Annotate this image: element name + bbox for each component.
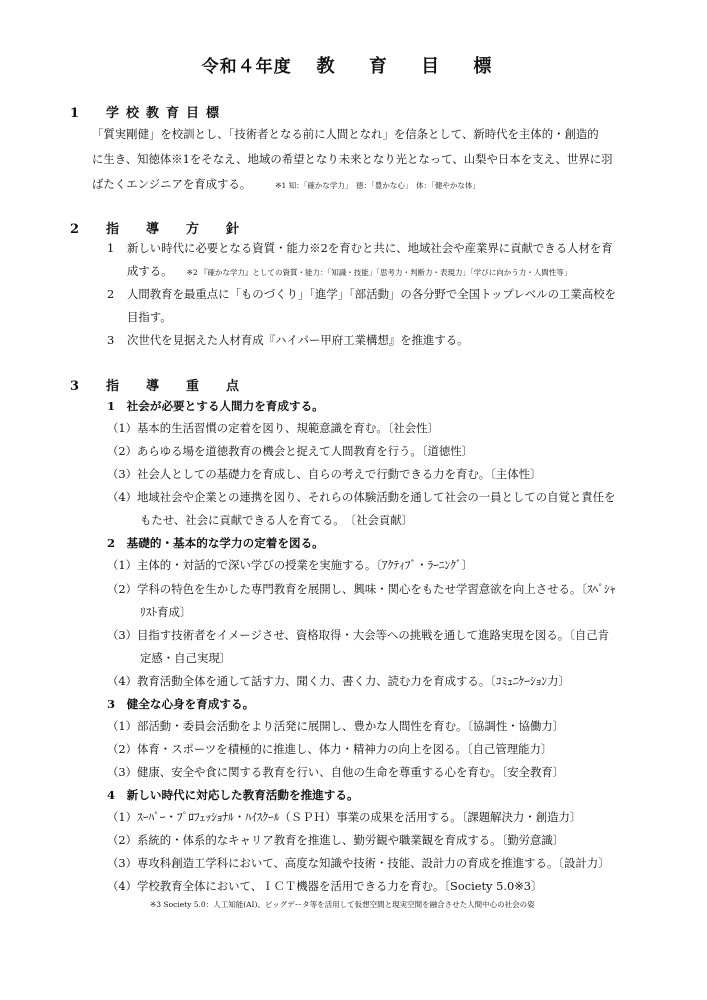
footnote: ※3 Society 5.0：人工知能(AI)、ビッグデータ等を活用して仮想空間と現実空間を融合させた人間中心の社会の姿 <box>150 900 535 909</box>
focus-2-item-3-cont: 定感・自己実現〕 <box>140 651 232 665</box>
policy-item-1-text: 新しい時代に必要となる資質・能力※2を育むと共に、地域社会や産業界に貢献できる人材を育 <box>127 241 613 255</box>
focus-group-4-title: 4 新しい時代に対応した教育活動を推進する。 <box>107 788 359 802</box>
focus-3-item-2: （2）体育・スポーツを積極的に推進し、体力・精神力の向上を図る。〔自己管理能力〕 <box>107 742 553 756</box>
section-1-line-3-text: ばたくエンジニアを育成する。 <box>92 177 252 191</box>
policy-item-1-note: ※2 『確かな学力』としての資質・能力：「知識・技能」「思考力・判断力・表現力」「学びに向かう力・人間性等」 <box>186 268 572 277</box>
focus-group-2-title: 2 基礎的・基本的な学力の定着を図る。 <box>107 536 324 550</box>
focus-4-item-2: （2）系統的・体系的なキャリア教育を推進し、勤労観や職業観を育成する。〔勤労意識〕 <box>107 833 565 847</box>
focus-1-item-1: （1）基本的生活習慣の定着を図り、規範意識を育む。〔社会性〕 <box>107 421 439 435</box>
section-1-line-2: に生き、知徳体※1をそなえ、地域の希望となり未来となり光となって、山梨や日本を支え、世界に羽 <box>92 152 613 166</box>
policy-item-1-num: 1 <box>107 241 115 255</box>
policy-item-3 <box>107 333 469 347</box>
section-1-line-1: 「質実剛健」を校訓とし、「技術者となる前に人間となれ」を信条として、新時代を主体的・創造的 <box>92 127 599 141</box>
focus-3-item-3: （3）健康、安全や食に関する教育を行い、自他の生命を尊重する心を育む。〔安全教育〕 <box>107 765 565 779</box>
focus-4-item-3: （3）専攻科創造工学科において、高度な知識や技術・技能、設計力の育成を推進する。〔設計力〕 <box>107 856 610 870</box>
policy-item-3-text: 次世代を見据えた人材育成『ハイパー甲府工業構想』を推進する。 <box>127 333 469 347</box>
focus-1-item-2: （2）あらゆる場を道徳教育の機会と捉えて人間教育を行う。〔道徳性〕 <box>107 444 474 458</box>
policy-item-2-cont: 目指す。 <box>127 310 172 324</box>
focus-2-item-1: （1）主体的・対話的で深い学びの授業を実施する。〔ｱｸﾃｨﾌﾞ・ﾗｰﾆﾝｸﾞ〕 <box>107 558 474 572</box>
page-title <box>0 52 707 78</box>
title-year: 令和４年度 <box>201 57 292 77</box>
focus-2-item-3: （3）目指す技術者をイメージさせ、資格取得・大会等への挑戦を通して進路実現を図る。〔自己肯 <box>107 628 610 642</box>
section-1-heading: 1 学校教育目標 <box>70 106 227 121</box>
policy-item-2 <box>107 287 616 301</box>
focus-4-item-4: （4）学校教育全体において、ＩＣＴ機器を活用できる力を育む。〔Society 5.0※3〕 <box>107 879 543 893</box>
title-main: 教 育 目 標 <box>316 56 506 77</box>
focus-2-item-2-cont: ﾘｽﾄ育成〕 <box>140 605 192 619</box>
policy-item-3-num: 3 <box>107 333 115 347</box>
policy-item-1 <box>107 241 613 255</box>
focus-group-3-title: 3 健全な心身を育成する。 <box>107 697 255 711</box>
policy-item-2-text: 人間教育を最重点に「ものづくり」「進学」「部活動」の各分野で全国トップレベルの工業高校を <box>127 287 616 301</box>
policy-item-2-num: 2 <box>107 287 115 301</box>
focus-1-item-4-cont: もたせ、社会に貢献できる人を育てる。 〔社会貢献〕 <box>140 513 414 527</box>
focus-2-item-2: （2）学科の特色を生かした専門教育を展開し、興味・関心をもたせ学習意欲を向上させる。〔ｽﾍﾟｼｬ <box>107 582 616 596</box>
focus-2-item-4: （4）教育活動全体を通して話す力、聞く力、書く力、読む力を育成する。〔ｺﾐｭﾆｹｰｼｮﾝ力〕 <box>107 674 570 688</box>
section-1-line-3 <box>92 177 480 193</box>
focus-3-item-1: （1）部活動・委員会活動をより活発に展開し、豊かな人間性を育む。〔協調性・協働力〕 <box>107 719 565 733</box>
section-2-heading: 2 指 導 方 針 <box>70 222 247 237</box>
policy-item-1-cont-text: 成する。 <box>127 264 173 278</box>
section-3-heading: 3 指 導 重 点 <box>70 379 247 394</box>
focus-1-item-4: （4）地域社会や企業との連携を図り、それらの体験活動を通して社会の一員としての自覚と責任を <box>107 490 616 504</box>
focus-group-1-title: 1 社会が必要とする人間力を育成する。 <box>107 399 324 413</box>
focus-4-item-1: （1）ｽｰﾊﾟｰ・ﾌﾟﾛﾌｪｯｼｮﾅﾙ・ﾊｲｽｸｰﾙ（ＳＰＨ）事業の成果を活用する。〔課題解決力・創造力〕 <box>107 810 582 824</box>
section-1-note: ※1 知：「確かな学力」 徳：「豊かな心」 体：「健やかな体」 <box>275 181 480 190</box>
policy-item-1-cont <box>127 264 571 280</box>
focus-1-item-3: （3）社会人としての基礎力を育成し、自らの考えで行動できる力を育む。〔主体性〕 <box>107 467 542 481</box>
